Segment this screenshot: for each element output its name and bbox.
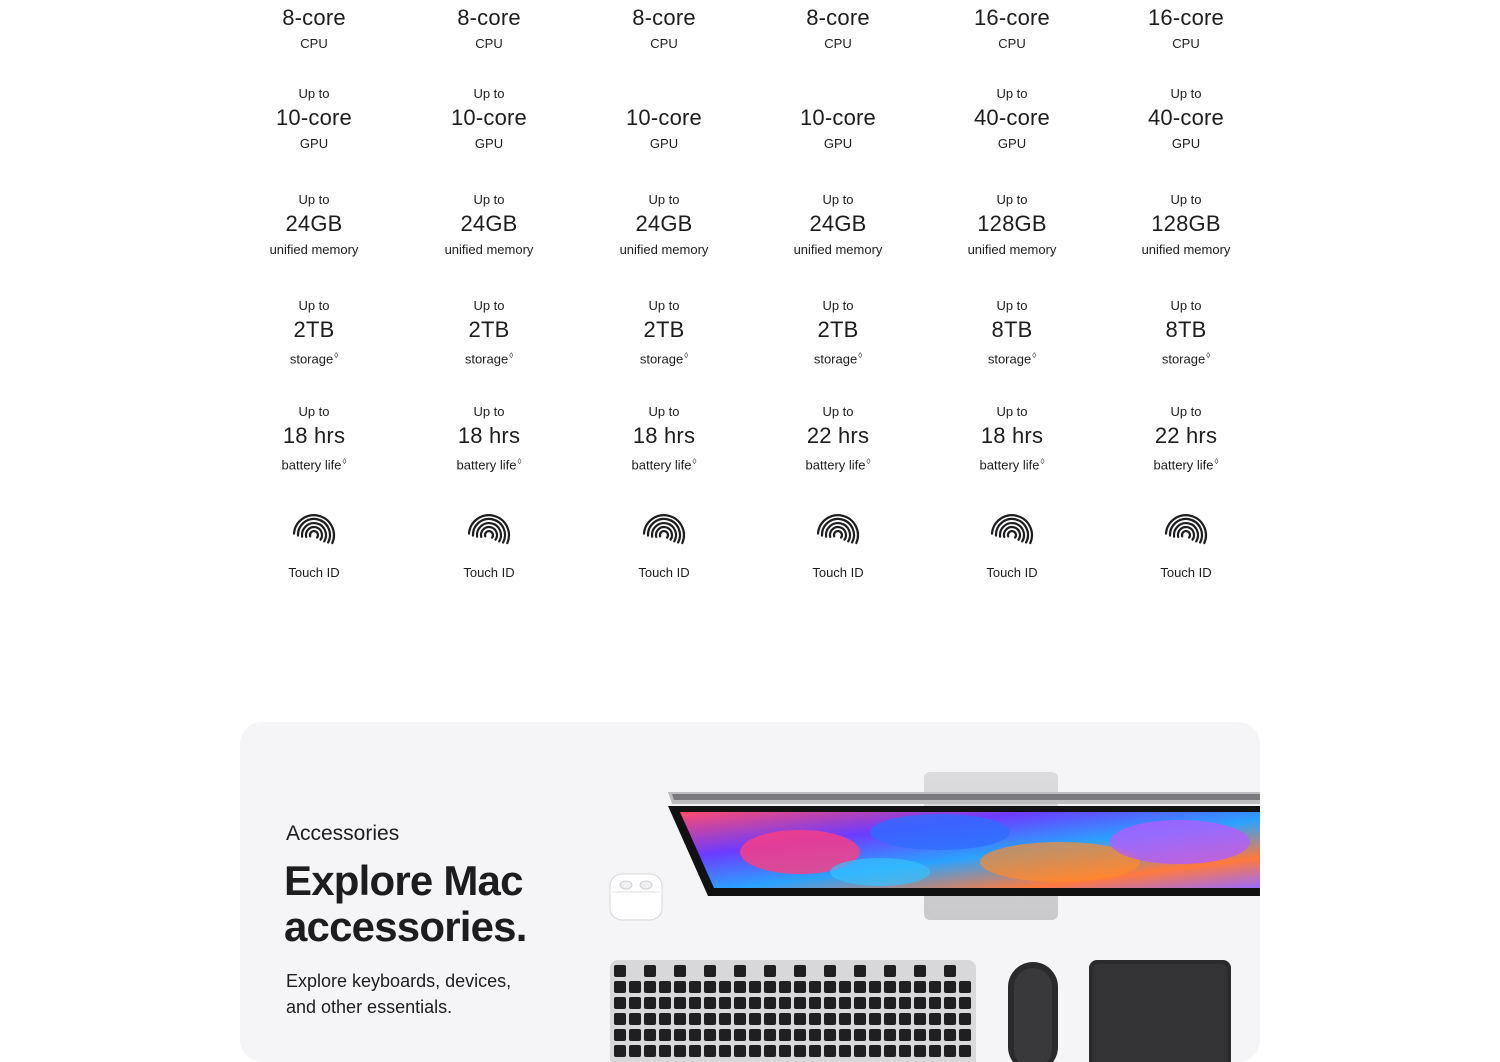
studio-display xyxy=(668,772,1260,920)
spec-prefix: Up to xyxy=(822,192,854,207)
spec-value: 10-core xyxy=(626,105,702,130)
spec-prefix: Up to xyxy=(473,86,505,101)
accessories-headline-line-1: Explore Mac xyxy=(284,857,523,904)
spec-label-text: unified memory xyxy=(444,242,534,257)
spec-label-text: storage xyxy=(1161,351,1206,367)
spec-label-text: GPU xyxy=(299,136,329,151)
spec-label-text: unified memory xyxy=(1141,242,1231,257)
spec-label-text: battery life xyxy=(281,457,342,473)
spec-cpu xyxy=(753,0,923,76)
spec-value: 18 hrs xyxy=(457,423,521,448)
accessories-headline-line-2: accessories. xyxy=(284,903,527,950)
spec-label-text: GPU xyxy=(823,136,853,151)
spec-label xyxy=(753,348,923,367)
spec-cpu xyxy=(1101,0,1271,76)
spec-prefix: Up to xyxy=(996,404,1028,419)
spec-prefix: Up to xyxy=(1170,192,1202,207)
spec-value: 18 hrs xyxy=(282,423,346,448)
spec-value: 18 hrs xyxy=(632,423,696,448)
spec-label-text: unified memory xyxy=(269,242,359,257)
spec-label-text: unified memory xyxy=(793,242,883,257)
footnote-mark: ◊ xyxy=(684,351,689,360)
fingerprint-icon xyxy=(988,510,1036,558)
spec-memory xyxy=(1101,192,1271,282)
spec-label xyxy=(404,454,574,473)
touch-id-label: Touch ID xyxy=(1160,565,1212,580)
footnote-mark: ◊ xyxy=(858,351,863,360)
spec-label-text: GPU xyxy=(474,136,504,151)
spec-label-text: storage xyxy=(639,351,684,367)
spec-label xyxy=(404,136,574,152)
spec-value: 16-core xyxy=(974,5,1050,30)
footnote-mark: ◊ xyxy=(1214,457,1219,466)
spec-value: 8-core xyxy=(282,5,346,30)
spec-gpu xyxy=(579,86,749,176)
spec-value: 2TB xyxy=(817,317,859,342)
accessories-subtitle: Explore keyboards, devices, and other essentials. xyxy=(286,971,512,1017)
spec-label-text: CPU xyxy=(475,36,503,51)
spec-label-text: unified memory xyxy=(967,242,1057,257)
spec-value: 8TB xyxy=(991,317,1033,342)
spec-value: 8TB xyxy=(1165,317,1207,342)
footnote-mark: ◊ xyxy=(1040,457,1045,466)
spec-battery xyxy=(404,404,574,494)
spec-prefix: Up to xyxy=(473,404,505,419)
touch-id-label: Touch ID xyxy=(638,565,690,580)
spec-label xyxy=(404,348,574,367)
fingerprint-icon xyxy=(640,510,688,558)
spec-label-text: CPU xyxy=(300,36,328,51)
spec-storage xyxy=(1101,298,1271,388)
spec-label xyxy=(229,242,399,258)
spec-prefix: Up to xyxy=(996,86,1028,101)
spec-label xyxy=(1101,36,1271,52)
footnote-mark: ◊ xyxy=(334,351,339,360)
spec-value: 10-core xyxy=(800,105,876,130)
spec-label-text: GPU xyxy=(1171,136,1201,151)
spec-label-text: CPU xyxy=(650,36,678,51)
spec-label-text: CPU xyxy=(824,36,852,51)
footnote-mark: ◊ xyxy=(692,457,697,466)
spec-label-text: GPU xyxy=(997,136,1027,151)
touch-id-label: Touch ID xyxy=(812,565,864,580)
touch-id-label: Touch ID xyxy=(463,565,515,580)
spec-storage xyxy=(927,298,1097,388)
spec-label-text: storage xyxy=(987,351,1032,367)
spec-value: 24GB xyxy=(460,211,518,236)
spec-storage xyxy=(229,298,399,388)
spec-prefix: Up to xyxy=(822,404,854,419)
spec-cpu xyxy=(927,0,1097,76)
spec-label-text: storage xyxy=(813,351,858,367)
spec-label-text: battery life xyxy=(805,457,866,473)
spec-label xyxy=(927,454,1097,473)
spec-value: 16-core xyxy=(1148,5,1224,30)
spec-label xyxy=(927,348,1097,367)
spec-label xyxy=(404,242,574,258)
magic-mouse xyxy=(1008,962,1058,1062)
footnote-mark: ◊ xyxy=(342,457,347,466)
fingerprint-icon xyxy=(290,510,338,558)
spec-memory xyxy=(753,192,923,282)
spec-label-text: battery life xyxy=(631,457,692,473)
spec-prefix: Up to xyxy=(996,192,1028,207)
spec-label xyxy=(579,36,749,52)
spec-label xyxy=(579,242,749,258)
spec-label xyxy=(229,454,399,473)
footnote-mark: ◊ xyxy=(509,351,514,360)
spec-value: 10-core xyxy=(276,105,352,130)
spec-prefix: Up to xyxy=(1170,298,1202,313)
spec-prefix: Up to xyxy=(298,404,330,419)
spec-label-text: GPU xyxy=(649,136,679,151)
spec-label-text: CPU xyxy=(1172,36,1200,51)
spec-memory xyxy=(579,192,749,282)
spec-label xyxy=(1101,348,1271,367)
spec-battery xyxy=(579,404,749,494)
spec-cpu xyxy=(404,0,574,76)
spec-label xyxy=(753,454,923,473)
fingerprint-icon xyxy=(1162,510,1210,558)
spec-label-text: storage xyxy=(289,351,334,367)
spec-label xyxy=(404,36,574,52)
footnote-mark: ◊ xyxy=(517,457,522,466)
spec-value: 40-core xyxy=(974,105,1050,130)
spec-prefix: Up to xyxy=(1170,86,1202,101)
spec-label xyxy=(1101,136,1271,152)
accessories-eyebrow: Accessories xyxy=(286,822,400,845)
spec-value: 2TB xyxy=(643,317,685,342)
spec-label xyxy=(753,242,923,258)
touch-id-label: Touch ID xyxy=(288,565,340,580)
spec-label xyxy=(1101,454,1271,473)
spec-value: 22 hrs xyxy=(1154,423,1218,448)
spec-prefix: Up to xyxy=(473,298,505,313)
spec-label xyxy=(579,348,749,367)
accessories-card[interactable] xyxy=(240,722,1260,1062)
spec-prefix: Up to xyxy=(298,192,330,207)
spec-label-text: battery life xyxy=(456,457,517,473)
spec-value: 24GB xyxy=(809,211,867,236)
spec-value: 22 hrs xyxy=(806,423,870,448)
spec-label xyxy=(229,348,399,367)
spec-value: 128GB xyxy=(977,211,1047,236)
footnote-mark: ◊ xyxy=(1032,351,1037,360)
spec-label xyxy=(753,36,923,52)
spec-label xyxy=(753,136,923,152)
spec-gpu xyxy=(1101,86,1271,176)
spec-label xyxy=(229,36,399,52)
spec-label xyxy=(927,242,1097,258)
spec-battery xyxy=(753,404,923,494)
spec-label xyxy=(579,454,749,473)
spec-prefix: Up to xyxy=(648,298,680,313)
spec-prefix: Up to xyxy=(298,86,330,101)
spec-value: 24GB xyxy=(285,211,343,236)
spec-prefix: Up to xyxy=(648,404,680,419)
spec-label-text: storage xyxy=(464,351,509,367)
spec-battery xyxy=(229,404,399,494)
airpods-case xyxy=(610,874,662,920)
touch-id-label: Touch ID xyxy=(986,565,1038,580)
magic-keyboard xyxy=(610,960,976,1062)
spec-storage xyxy=(579,298,749,388)
magic-trackpad xyxy=(1089,960,1231,1062)
spec-gpu xyxy=(927,86,1097,176)
spec-value: 10-core xyxy=(451,105,527,130)
spec-label-text: battery life xyxy=(1153,457,1214,473)
spec-gpu xyxy=(404,86,574,176)
spec-cpu xyxy=(229,0,399,76)
spec-label xyxy=(579,136,749,152)
spec-value: 40-core xyxy=(1148,105,1224,130)
spec-prefix: Up to xyxy=(473,192,505,207)
spec-value: 8-core xyxy=(457,5,521,30)
footnote-mark: ◊ xyxy=(1206,351,1211,360)
spec-prefix: Up to xyxy=(1170,404,1202,419)
spec-value: 24GB xyxy=(635,211,693,236)
spec-label xyxy=(1101,242,1271,258)
spec-battery xyxy=(1101,404,1271,494)
spec-storage xyxy=(404,298,574,388)
spec-label-text: CPU xyxy=(998,36,1026,51)
spec-label-text: battery life xyxy=(979,457,1040,473)
spec-label xyxy=(229,136,399,152)
accessories-headline xyxy=(284,858,584,950)
spec-value: 128GB xyxy=(1151,211,1221,236)
spec-cpu xyxy=(579,0,749,76)
spec-storage xyxy=(753,298,923,388)
spec-memory xyxy=(229,192,399,282)
spec-prefix: Up to xyxy=(648,192,680,207)
footnote-mark: ◊ xyxy=(866,457,871,466)
fingerprint-icon xyxy=(465,510,513,558)
spec-memory xyxy=(404,192,574,282)
fingerprint-icon xyxy=(814,510,862,558)
spec-gpu xyxy=(753,86,923,176)
spec-battery xyxy=(927,404,1097,494)
spec-value: 2TB xyxy=(293,317,335,342)
spec-gpu xyxy=(229,86,399,176)
spec-label-text: unified memory xyxy=(619,242,709,257)
spec-memory xyxy=(927,192,1097,282)
spec-prefix: Up to xyxy=(298,298,330,313)
spec-value: 8-core xyxy=(632,5,696,30)
spec-value: 2TB xyxy=(468,317,510,342)
spec-value: 8-core xyxy=(806,5,870,30)
spec-prefix: Up to xyxy=(822,298,854,313)
spec-label xyxy=(927,136,1097,152)
spec-value: 18 hrs xyxy=(980,423,1044,448)
spec-label xyxy=(927,36,1097,52)
spec-prefix: Up to xyxy=(996,298,1028,313)
